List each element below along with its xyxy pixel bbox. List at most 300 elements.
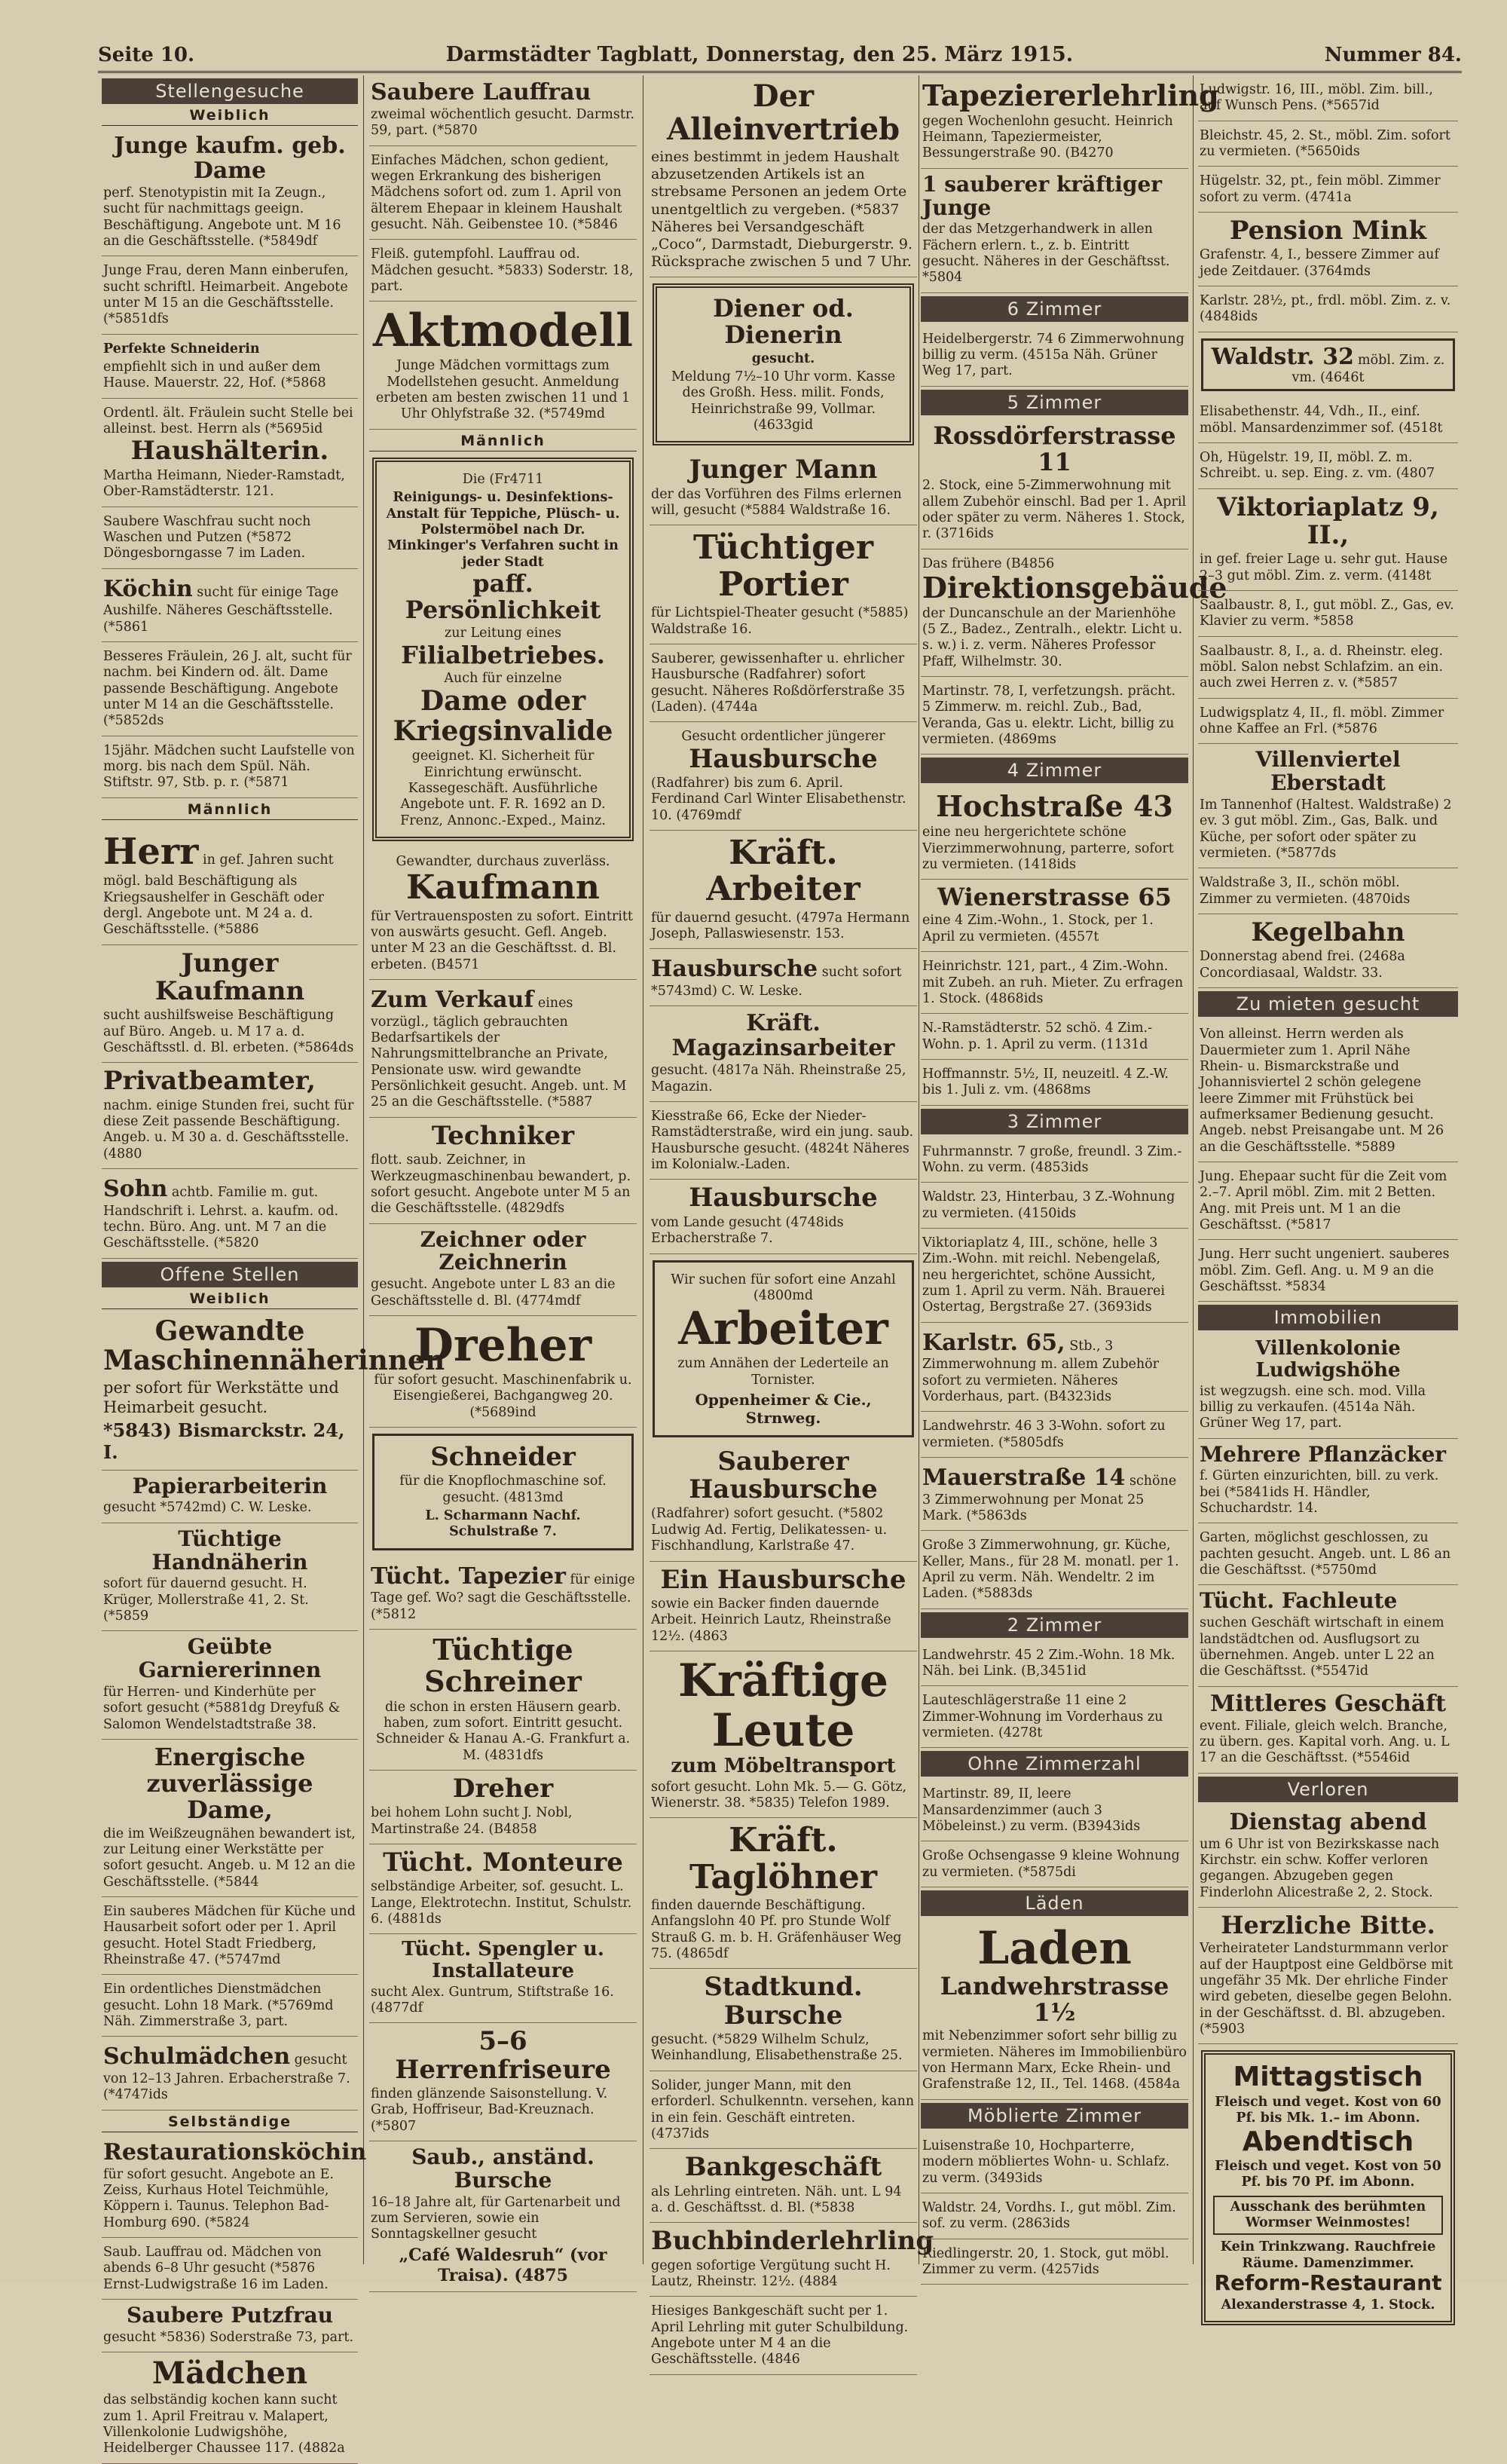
classified-ad (1198, 213, 1458, 286)
ad-text: Riedlingerstr. 20, 1. Stock, gut möbl. Zimmer zu verm. (4257ids (922, 2245, 1169, 2277)
masthead (98, 36, 1462, 73)
ad-text: geeignet. Kl. Sicherheit für Einrichtung erwünscht. Kassegeschäft. Ausführliche Angebote unt. F. R. 1692 an D. Frenz, Annonc.-Exped., Mainz. (400, 748, 606, 828)
ad-text: finden glänzende Saisonstellung. V. Grab, Hoffriseur, Bad-Kreuznach. (*5807 (371, 2086, 608, 2134)
ad-text: Kein Trinkzwang. Rauchfreie Räume. Damenzimmer. (1220, 2239, 1436, 2271)
classified-ad (921, 1780, 1188, 1841)
ad-text: Meldung 7½–10 Uhr vorm. Kasse des Großh. Hess. milit. Fonds, Heinrichstraße 99, Vollmar. (4633gid (671, 369, 896, 433)
classified-ad (1198, 1162, 1458, 1240)
classified-ad (921, 1183, 1188, 1229)
classified-ad (102, 736, 358, 798)
classified-ad (369, 1224, 637, 1316)
ad-headline: Rossdörferstrasse 11 (933, 421, 1176, 477)
ad-headline: Pension Mink (1229, 216, 1427, 246)
classified-ad (369, 75, 637, 146)
ad-headline: Kräft. Arbeiter (706, 833, 860, 909)
classified-ad (369, 301, 637, 429)
classified-ad (102, 2300, 358, 2352)
ad-text: möbl. Zim. z. vm. (4646t (1291, 352, 1445, 385)
ad-headline: Kegelbahn (1251, 917, 1405, 948)
classified-ad (1198, 1908, 1458, 2044)
ad-text: nachm. einige Stunden frei, sucht für diese Zeit passende Beschäftigung. Angeb. u. M 30 a. d. Geschäftsstelle. (4880 (103, 1097, 354, 1162)
ad-text: Ludwigsplatz 4, II., fl. möbl. Zimmer ohne Kaffee an Frl. (*5876 (1200, 705, 1444, 737)
column-rule (363, 75, 365, 2264)
classified-ad (369, 847, 637, 980)
ad-text: um 6 Uhr ist von Bezirkskasse nach Kirchstr. ein schw. Koffer verloren gegangen. Abzugeben gegen Finderlohn Alicestraße 2, 2. Stock. (1200, 1836, 1440, 1900)
classified-ad (650, 2149, 917, 2223)
classified-ad (369, 1316, 637, 1428)
ad-text: sucht aushilfsweise Beschäftigung auf Büro. Angeb. u. M 17 a. d. Geschäftsstl. d. Bl. erbeten. (*5864ds (103, 1008, 354, 1055)
ad-text: Fleisch und veget. Kost von 60 Pf. bis Mk. 1.– im Abonn. (1215, 2094, 1441, 2126)
ad-text: für die Knopflochmaschine sof. gesucht. (4813md (399, 1474, 607, 1505)
display-ad-box (1201, 338, 1455, 391)
ad-headline: Sohn (103, 1176, 168, 1203)
ad-text: Besseres Fräulein, 26 J. alt, sucht für nachm. bei Kindern od. ält. Dame passende Beschäftigung. Angebote unter M 14 an die Geschäftsstelle. (*5852ds (103, 648, 352, 729)
classified-ad (1198, 1439, 1458, 1524)
section-banner: Zu mieten gesucht (1198, 991, 1458, 1017)
ad-headline: Villenviertel Eberstadt (1255, 747, 1401, 796)
classified-ad (102, 507, 358, 569)
ad-text: selbständige Arbeiter, sof. gesucht. L. Lange, Elektrotechn. Institut, Schulstr. 6. (4881ds (371, 1879, 632, 1927)
classified-ad (921, 1919, 1188, 2100)
classified-ad (1198, 443, 1458, 489)
ad-text: sofort für dauernd gesucht. H. Krüger, Mollerstraße 41, 2. St. (*5859 (103, 1576, 309, 1624)
ad-text: mit Nebenzimmer sofort sehr billig zu vermieten. Näheres im Immobilienbüro von Hermann Marx, Ecke Rhein- und Grafenstraße 12, II., Tel. 1468. (4584a (922, 2028, 1187, 2092)
ad-headline: Laden (977, 1922, 1132, 1976)
ad-text: bei hohem Lohn sucht J. Nobl, Martinstraße 24. (B4858 (371, 1805, 573, 1837)
ad-text: (Radfahrer) bis zum 6. April. Ferdinand Carl Winter Elisabethenstr. 10. (4769mdf (651, 775, 906, 823)
classified-ad (1198, 699, 1458, 745)
ad-text: Heidelbergerstr. 74 6 Zimmerwohnung billig zu verm. (4515a Näh. Grüner Weg 17, part. (922, 331, 1185, 379)
classified-ad (1198, 1687, 1458, 1774)
ad-text: Die (Fr4711 (462, 471, 544, 487)
classified-ad (650, 831, 917, 949)
ad-text: suchen Geschäft wirtschaft in einem landstädtchen od. Ausflugsort zu übernehmen. Angeb. unter L 22 an die Geschäftsst. (*5547id (1200, 1615, 1444, 1679)
section-banner: Läden (921, 1890, 1188, 1916)
ad-text: Alexanderstrasse 4, 1. Stock. (1221, 2297, 1435, 2312)
classified-ad (369, 2023, 637, 2141)
ad-text: N.-Ramstädterstr. 52 schö. 4 Zim.-Wohn. p. 1. April zu verm. (1131d (922, 1021, 1153, 1052)
classified-ad (650, 2223, 934, 2297)
ad-text: ist wegzugsh. eine sch. mod. Villa billig zu verkaufen. (4514a Näh. Grüner Weg 17, part. (1200, 1383, 1426, 1431)
classified-ad (650, 722, 917, 831)
ad-headline: Hausbursche (689, 1183, 878, 1214)
classified-ad (1198, 1805, 1458, 1908)
ad-text: für sofort gesucht. Maschinenfabrik u. Eisengießerei, Bachgangweg 20. (*5689ind (374, 1372, 632, 1420)
ad-headline: Hochstraße 43 (936, 789, 1173, 824)
classified-ad (102, 2238, 358, 2300)
classified-ad (921, 169, 1188, 293)
ad-headline: Diener od. Dienerin (713, 294, 854, 350)
classified-ad (921, 2239, 1188, 2285)
ad-headline: Direktionsgebäude (922, 570, 1227, 605)
display-ad-box (372, 1434, 634, 1550)
ad-text: für sofort gesucht. Angebote an E. Zeiss, Kurhaus Hotel Teichmühle, Köppern i. Taunus. Telephon Bad-Homburg 690. (*5824 (103, 2166, 334, 2230)
classified-ad (102, 1169, 358, 1259)
subsection-heading: Weiblich (102, 1290, 358, 1309)
classified-ad (102, 2135, 367, 2238)
ad-text: Saalbaustr. 8, I., a. d. Rheinstr. eleg. möbl. Salon nebst Schlafzim. an ein. auch zwei Herren z. v. (*5857 (1200, 643, 1444, 691)
classified-ad (102, 945, 358, 1064)
classified-ad (1198, 914, 1458, 988)
classified-ad (102, 1063, 358, 1169)
ad-text: für Lichtspiel-Theater gesucht (*5885) Waldstraße 16. (651, 605, 909, 637)
classified-ad (369, 1556, 637, 1630)
subsection-heading: Weiblich (102, 107, 358, 126)
ad-headline: Kräft. Taglöhner (689, 1821, 878, 1896)
ad-headline: zum Möbeltransport (671, 1754, 896, 1777)
ad-headline: Reform-Restaurant (1214, 2270, 1442, 2296)
ad-headline: Tüchtige Handnäherin (151, 1526, 308, 1575)
ad-text: eines bestimmt in jedem Haushalt abzusetzenden Artikels ist an strebsame Personen an jedem Orte unentgeltlich zu vergeben. (*5837 Näheres bei Versandgeschäft „Coco“, Darmstadt, Dieburgerstr. 9. Rücksprache zwischen 5 und 7 Uhr. (651, 148, 913, 271)
ad-text: die schon in ersten Häusern gearb. haben, zum sofort. Eintritt gesucht. Schneider & Hanau A.-G. Frankfurt a. M. (4831dfs (375, 1699, 631, 1763)
ad-text: gesucht *5836) Soderstraße 73, part. (103, 2329, 354, 2345)
classified-ad (921, 1458, 1188, 1531)
ad-headline: Tücht. Spengler u. Installateure (402, 1938, 604, 1982)
ad-text: Heinrichstr. 121, part., 4 Zim.-Wohn. mit Zubeh. an ruh. Mieter. Zu erfragen 1. Stock. (4868ids (922, 959, 1184, 1006)
ad-text: Landwehrstr. 45 2 Zim.-Wohn. 18 Mk. Näh. bei Link. (B,3451id (922, 1647, 1175, 1679)
section-banner: Ohne Zimmerzahl (921, 1751, 1188, 1777)
ad-headline: Dreher (414, 1318, 592, 1372)
classified-ad (1198, 1585, 1458, 1686)
ad-text: Im Tannenhof (Haltest. Waldstraße) 2 ev. 3 gut möbl. Zim., Gas, Balk. und Küche, per sofort oder später zu vermieten. (*5877ds (1200, 797, 1452, 862)
ad-headline: Junge kaufm. geb. Dame (114, 133, 346, 184)
ad-headline: Hausbursche (651, 956, 818, 983)
classified-ad (102, 1897, 358, 1975)
classified-ad (921, 1323, 1188, 1413)
classified-ad (650, 1102, 917, 1180)
ad-text: gesucht. (751, 350, 815, 366)
classified-ad (921, 1531, 1188, 1608)
ad-headline: Perfekte Schneiderin (103, 341, 260, 357)
page-number: Seite 10. (98, 44, 195, 66)
ad-text: Donnerstag abend frei. (2468a Concordiasaal, Waldstr. 33. (1200, 949, 1405, 981)
classified-ad (102, 642, 358, 736)
display-ad-box (653, 1260, 914, 1437)
ad-headline: Waldstr. 32 (1211, 343, 1354, 370)
ad-text: „Café Waldesruh“ (vor Traisa). (4875 (399, 2245, 607, 2285)
ad-headline: Junger Kaufmann (154, 947, 305, 1006)
ad-headline: Tücht. Tapezier (371, 1563, 566, 1590)
ad-text: eines vorzügl., täglich gebrauchten Bedarfsartikels der Nahrungsmittelbranche an Private, Pensionate usw. wird gewandte Persönlichkeit gesucht. Angeb. unt. M 25 an die Geschäftsstelle. (*5887 (371, 996, 627, 1110)
ad-text: Gesucht ordentlicher jüngerer (681, 729, 885, 745)
classified-ad (102, 823, 358, 945)
classified-ad (650, 644, 917, 722)
classified-ad (1198, 167, 1458, 213)
ad-text: für dauernd gesucht. (4797a Hermann Joseph, Pallaswiesenstr. 153. (651, 910, 910, 942)
ad-text: in gef. freier Lage u. sehr gut. Hause 2–3 gut möbl. Zim. z. verm. (4148t (1200, 552, 1448, 583)
classified-ad (921, 549, 1227, 678)
classified-ad (921, 75, 1219, 169)
ad-headline: Sauberer Hausbursche (689, 1446, 878, 1505)
ad-text: finden dauernde Beschäftigung. Anfangslohn 40 Pf. pro Stunde Wolf Strauß G. m. b. H. Gräfenhäuser Weg 75. (4865df (651, 1897, 902, 1962)
classified-ad (102, 1312, 445, 1471)
ad-text: Große Ochsengasse 9 kleine Wohnung zu vermieten. (*5875di (922, 1848, 1180, 1880)
ad-headline: Geübte Garniererinnen (138, 1634, 322, 1683)
ad-text: Waldstr. 23, Hinterbau, 3 Z.-Wohnung zu vermieten. (4150ids (922, 1189, 1175, 1221)
ad-text: Junge Mädchen vormittags zum Modellstehen gesucht. Anmeldung erbeten am besten zwischen 11 und 1 Uhr Ohlyfstraße 32. (*5749md (375, 358, 631, 422)
ad-text: Oppenheimer & Cie., Strnweg. (695, 1390, 872, 1428)
section-banner: 5 Zimmer (921, 390, 1188, 415)
classified-ad (1198, 1240, 1458, 1302)
classified-ad (650, 1562, 917, 1651)
section-banner: 4 Zimmer (921, 758, 1188, 783)
ad-text: sowie ein Backer finden dauernde Arbeit. Heinrich Lautz, Rheinstraße 12½. (4863 (651, 1596, 891, 1644)
ad-text: gegen sofortige Vergütung sucht H. Lautz, Rheinstr. 12½. (4884 (651, 2257, 891, 2290)
ad-text: Ein sauberes Mädchen für Küche und Hausarbeit sofort oder per 1. April gesucht. Hotel Stadt Friedberg, Rheinstraße 47. (*5747md (103, 1904, 356, 1968)
classified-ad (650, 1818, 917, 1969)
ad-text: Grafenstr. 4, I., bessere Zimmer auf jede Zeitdauer. (3764mds (1200, 247, 1439, 279)
ad-headline: Buchbinderlehrling (651, 2226, 934, 2257)
ad-text: der Duncanschule an der Marienhöhe (5 Z., Badez., Zentralh., elektr. Licht u. s. w.) i. z. verm. Näheres Professor Pfaff, Wilhelmstr. 30. (922, 605, 1183, 669)
ad-text: Verheirateter Landsturmmann verlor auf der Hauptpost eine Geldbörse mit ungefähr 35 Mk. Der ehrliche Finder wird gebeten, dieselbe gegen Belohn. in der Geschäftsst. d. Bl. abzugeben. (*5903 (1200, 1941, 1454, 2037)
ad-text: Saubere Waschfrau sucht noch Waschen und Putzen (*5872 Döngesborngasse 7 im Laden. (103, 513, 311, 562)
ad-headline: Arbeiter (678, 1302, 888, 1356)
ad-headline: Wienerstrasse 65 (937, 883, 1172, 912)
classified-ad (650, 2297, 917, 2374)
ad-text: Reinigungs- u. Desinfektions-Anstalt für Teppiche, Plüsch- u. Polstermöbel nach Dr. Minkinger's Verfahren sucht in jeder Stadt (386, 490, 620, 570)
section-banner: Immobilien (1198, 1305, 1458, 1330)
ad-text: sucht für einige Tage Aushilfe. Näheres Geschäftsstelle. (*5861 (103, 584, 339, 635)
ad-text: Kiesstraße 66, Ecke der Nieder-Ramstädterstraße, wird ein jung. saub. Hausbursche gesucht. (4824t Näheres im Kolonialw.-Laden. (651, 1109, 914, 1173)
classified-ad (650, 75, 917, 277)
ad-text: event. Filiale, gleich welch. Branche, zu übern. ges. Kapital vorh. Ang. u. L 17 an die Geschäftsst. (*5546id (1200, 1718, 1450, 1766)
classified-ad (921, 1686, 1188, 1748)
ad-text: Große 3 Zimmerwohnung, gr. Küche, Keller, Mans., für 28 M. monatl. per 1. April zu verm. Näh. Wendeltr. 2 im Laden. (*5883ds (922, 1538, 1179, 1602)
ad-text: eine neu hergerichtete schöne Vierzimmerwohnung, parterre, sofort zu vermieten. (1418ids (922, 825, 1174, 872)
ad-text: Viktoriaplatz 4, III., schöne, helle 3 Zim.-Wohn. mit reichl. Nebengelaß, neu hergerichtet, schöne Aussicht, zum 1. April zu verm. Näh. Brauerei Ostertag, Bergstraße 27. (3693ids (922, 1235, 1165, 1315)
ad-headline: Aktmodell (372, 305, 634, 358)
ad-text: gesucht. (*5829 Wilhelm Schulz, Weinhandlung, Elisabethenstraße 25. (651, 2032, 903, 2064)
classified-ad (921, 325, 1188, 387)
classified-ad (921, 1412, 1188, 1458)
classified-ad (1198, 286, 1458, 332)
ad-headline: Köchin (103, 575, 193, 602)
ad-text: achtb. Familie m. gut. Handschrift i. Lehrst. a. kaufm. od. techn. Büro. Ang. unt. M 7 an die Geschäftsstelle. (*5820 (103, 1185, 339, 1251)
ad-headline: Mittagstisch (1233, 2061, 1423, 2093)
ad-text: Landwehrstr. 46 3 3-Wohn. sofort zu vermieten. (*5805dfs (922, 1419, 1166, 1450)
classified-ad (921, 2193, 1188, 2239)
ad-text: gesucht *5742md) C. W. Leske. (103, 1500, 312, 1516)
classified-ad (369, 1844, 637, 1934)
ad-headline: Schneider (430, 1441, 576, 1472)
section-banner: 3 Zimmer (921, 1109, 1188, 1134)
classified-ad (650, 949, 917, 1006)
ad-headline: Hausbursche (689, 743, 878, 774)
ad-text: Wir suchen für sofort eine Anzahl (4800md (671, 1272, 896, 1303)
classified-ad (369, 1118, 637, 1224)
ad-headline: Saubere Putzfrau (127, 2303, 333, 2328)
ad-headline: Landwehrstrasse 1½ (940, 1972, 1169, 2028)
subsection-heading: Männlich (369, 433, 637, 451)
ad-text: Fleisch und veget. Kost von 50 Pf. bis 70 Pf. im Abonn. (1215, 2159, 1441, 2190)
ad-text: flott. saub. Zeichner, in Werkzeugmaschinenbau bewandert, p. sofort gesucht. Angebote unter M 5 an die Geschäftsstelle. (4829dfs (371, 1152, 631, 1217)
classified-ad (1198, 744, 1458, 868)
ad-headline: Schulmädchen (103, 2043, 291, 2071)
ad-headline: Restaurationsköchin (103, 2138, 367, 2166)
ad-headline: Dame oder Kriegsinvalide (393, 685, 613, 747)
ad-text: perf. Stenotypistin mit Ia Zeugn., sucht für nachmittags geeign. Beschäftigung. Angebote unt. M 16 an die Geschäftsstelle. (*5849df (103, 185, 341, 249)
ad-text: gesucht. Angebote unter L 83 an die Geschäftsstelle d. Bl. (4774mdf (371, 1277, 616, 1309)
ad-text: Garten, möglichst geschlossen, zu pachten gesucht. Angeb. unt. L 86 an die Geschäftsst. (*5750md (1200, 1530, 1451, 1578)
ad-text: das selbständig kochen kann sucht zum 1. April Freitrau v. Malapert, Villenkolonie Ludwigshöhe, Heidelberger Chaussee 117. (4882a (103, 2392, 345, 2456)
ad-text: Hügelstr. 32, pt., fein möbl. Zimmer sofort zu verm. (4741a (1200, 173, 1441, 205)
classified-ad (650, 451, 917, 525)
ad-headline: Saubere Lauffrau (371, 79, 591, 106)
ad-text: der das Vorführen des Films erlernen will, gesucht (*5884 Waldstraße 16. (651, 486, 902, 519)
ad-text: Luisenstraße 10, Hochparterre, modern möbliertes Wohn- u. Schlafz. zu verm. (3493ids (922, 2138, 1170, 2186)
ad-headline: Herr (103, 830, 199, 873)
column-3 (650, 75, 934, 2368)
classified-ad (102, 569, 358, 642)
classified-ad (102, 1631, 358, 1740)
ad-headline: Tüchtige Schreiner (424, 1632, 582, 1698)
classified-ad (650, 1180, 917, 1253)
ad-headline: 5–6 Herrenfriseure (395, 2026, 611, 2085)
ad-headline: Herzliche Bitte. (1221, 1910, 1435, 1939)
classified-ad (921, 2132, 1188, 2193)
ad-headline: Techniker (431, 1120, 575, 1151)
classified-ad (1198, 489, 1458, 591)
ad-text: Hiesiges Bankgeschäft sucht per 1. April Lehrling mit guter Schulbildung. Angebote unter M 4 an die Geschäftsstelle. (4846 (651, 2303, 909, 2368)
ad-text: *5843) Bismarckstr. 24, I. (103, 1419, 345, 1464)
ad-headline: Junger Mann (689, 455, 878, 485)
ad-text: zweimal wöchentlich gesucht. Darmstr. 59, part. (*5870 (371, 107, 634, 139)
ad-text: der das Metzgerhandwerk in allen Fächern erlern. t., z. b. Eintritt gesucht. Näheres in der Geschäftsst. *5804 (922, 222, 1170, 286)
classified-ad (1198, 591, 1458, 637)
ad-text: Ludwigstr. 16, III., möbl. Zim. bill., auf Wunsch Pens. (*5657id (1200, 82, 1433, 114)
ad-text: für Herren- und Kinderhüte per sofort gesucht (*5881dg Dreyfuß & Salomon Wendelstadtstraße 38. (103, 1685, 341, 1732)
classified-ad (650, 1651, 917, 1818)
classified-ad (921, 1014, 1188, 1060)
classified-ad (1198, 637, 1458, 699)
ad-text: Ausschank des berühmten Wormser Weinmostes! (1213, 2196, 1443, 2236)
section-banner: 6 Zimmer (921, 296, 1188, 322)
classified-ad (650, 1006, 917, 1102)
ad-headline: Mädchen (151, 2355, 308, 2392)
classified-ad (369, 1771, 637, 1844)
ad-headline: Abendtisch (1242, 2126, 1414, 2157)
ad-headline: Der Alleinvertrieb (666, 78, 900, 147)
classified-ad (102, 1523, 358, 1632)
ad-text: Solider, junger Mann, mit den erforderl. Schulkenntn. versehen, kann in ein fein. Geschäft eintreten. (4737ids (651, 2077, 915, 2141)
ad-headline: Tapeziererlehrling (922, 78, 1219, 112)
ad-headline: Viktoriaplatz 9, II., (1217, 491, 1439, 550)
classified-ad (102, 256, 358, 334)
ad-text: 16–18 Jahre alt, für Gartenarbeit und zum Servieren, sowie ein Sonntagskellner gesucht (371, 2194, 621, 2242)
ad-headline: Tücht. Fachleute (1200, 1588, 1398, 1614)
ad-headline: Mittleres Geschäft (1210, 1690, 1446, 1717)
ad-text: empfiehlt sich in und außer dem Hause. Mauerstr. 22, Hof. (*5868 (103, 360, 326, 391)
display-ad-box (653, 283, 914, 445)
display-ad-box (1201, 2050, 1455, 2325)
section-banner: Stellengesuche (102, 78, 358, 104)
ad-text: Von alleinst. Herrn werden als Dauermieter zum 1. April Nähe Rhein- u. Bismarckstraße und Johannisviertel 2 schön gelegene leere Zimmer mit Frühstück bei aufmerksamer Bedienung gesucht. Angeb. nebst Preisangabe unt. M 26 an die Geschäftsstelle. *5889 (1200, 1027, 1444, 1155)
ad-headline: Ein Hausbursche (660, 1564, 906, 1595)
classified-ad (921, 1137, 1188, 1183)
ad-text: Jung. Ehepaar sucht für die Zeit vom 2.–7. April möbl. Zim. mit 2 Betten. Ang. mit Preis unt. M 1 an die Geschäftsst. (*5817 (1200, 1168, 1447, 1232)
classified-ad (921, 418, 1188, 549)
classified-ad (369, 2141, 637, 2292)
column-rule (1193, 75, 1194, 2264)
ad-text: Lauteschlägerstraße 11 eine 2 Zimmer-Wohnung im Vorderhaus zu vermieten. (4278t (922, 1693, 1163, 1741)
classified-ad (102, 2037, 358, 2110)
ad-text: Waldstr. 24, Vordhs. I., gut möbl. Zim. sof. zu verm. (2863ids (922, 2199, 1176, 2232)
ad-headline: Mehrere Pflanzäcker (1200, 1441, 1447, 1467)
ad-headline: Zum Verkauf (371, 987, 534, 1014)
ad-text: die im Weißzeugnähen bewandert ist, zur Leitung einer Werkstätte per sofort gesucht. Angeb. u. M 12 an die Geschäftsstelle. (*5844 (103, 1826, 356, 1890)
ad-text: Waldstraße 3, II., schön möbl. Zimmer zu vermieten. (4870ids (1200, 875, 1411, 907)
ad-headline: Kaufmann (406, 868, 600, 908)
classified-ad (650, 525, 917, 644)
ad-text: Elisabethenstr. 44, Vdh., II., einf. möbl. Mansardenzimmer sof. (4518t (1200, 404, 1443, 436)
column-rule (919, 75, 920, 2264)
column-4 (921, 75, 1227, 2277)
ad-headline: Bankgeschäft (684, 2152, 882, 2183)
ad-headline: Kräft. Magazinsarbeiter (671, 1010, 895, 1062)
classified-ad (650, 1969, 917, 2071)
classified-ad (369, 980, 637, 1118)
ad-text: Fuhrmannstr. 7 große, freundl. 3 Zim.-Wohn. zu verm. (4853ids (922, 1143, 1182, 1175)
classified-ad (102, 399, 358, 507)
ad-text: Das frühere (B4856 (922, 556, 1055, 571)
classified-ad (1198, 397, 1458, 443)
ad-text: sucht sofort *5743md) C. W. Leske. (651, 965, 902, 999)
ad-text: Ordentl. ält. Fräulein sucht Stelle bei alleinst. best. Herrn als (*5695id (103, 405, 353, 437)
column-2 (369, 75, 637, 2285)
ad-text: Sauberer, gewissenhafter u. ehrlicher Hausbursche (Radfahrer) sofort gesucht. Näheres Roßdörferstraße 35 (Laden). (4744a (651, 650, 906, 715)
classified-ad (1198, 1333, 1458, 1438)
ad-text: 2. Stock, eine 5-Zimmerwohnung mit allem Zubehör einschl. Bad per 1. April oder später zu verm. Näheres 1. Stock, r. (3716ids (922, 478, 1187, 542)
ad-text: als Lehrling eintreten. Näh. unt. L 94 a. d. Geschäftsst. d. Bl. (*5838 (651, 2184, 902, 2215)
classified-ad (369, 240, 637, 301)
ad-headline: Papierarbeiterin (132, 1473, 328, 1498)
classified-ad (102, 1975, 358, 2037)
display-ad-box (372, 458, 634, 841)
ad-text: Bleichstr. 45, 2. St., möbl. Zim. sofort zu vermieten. (*5650ids (1200, 127, 1450, 160)
ad-headline: Haushälterin. (130, 436, 329, 467)
ad-text: für Vertrauensposten zu sofort. Eintritt von auswärts gesucht. Gefl. Angeb. unter M 23 an die Geschäftsst. d. Bl. erbeten. (B4571 (371, 908, 633, 972)
ad-headline: Villenkolonie Ludwigshöhe (1255, 1337, 1401, 1382)
ad-text: eine 4 Zim.-Wohn., 1. Stock, per 1. April zu vermieten. (4557t (922, 913, 1154, 944)
subsection-heading: Selbständige (102, 2114, 358, 2132)
issue-number: Nummer 84. (1324, 44, 1462, 66)
ad-headline: Gewandte Maschinennäherinnen (103, 1315, 445, 1377)
classified-ad (102, 1471, 358, 1523)
ad-text: Saub. Lauffrau od. Mädchen von abends 6–8 Uhr gesucht (*5876 Ernst-Ludwigstraße 16 im Laden. (103, 2245, 329, 2292)
ad-text: zur Leitung eines (445, 626, 561, 641)
classified-ad (921, 1229, 1188, 1323)
classified-ad (1198, 1020, 1458, 1162)
classified-ad (102, 2352, 358, 2463)
ad-text: Saalbaustr. 8, I., gut möbl. Z., Gas, ev. Klavier zu verm. *5858 (1200, 598, 1454, 629)
ad-headline: Dreher (452, 1773, 554, 1804)
ad-text: Gewandter, durchaus zuverläss. (396, 854, 610, 870)
classified-ad (650, 2071, 917, 2149)
subsection-heading: Männlich (102, 801, 358, 820)
classified-ad (369, 1630, 637, 1771)
ad-text: Einfaches Mädchen, schon gedient, wegen Erkrankung des bisherigen Mädchens sofort od. zum 1. April von älterem Ehepaar in kleinem Haushalt gesucht. Näh. Geibenstee 10. (*5846 (371, 152, 622, 233)
ad-headline: paff. Persönlichkeit (405, 568, 601, 625)
classified-ad (921, 1060, 1188, 1106)
ad-text: Junge Frau, deren Mann einberufen, sucht schriftl. Heimarbeit. Angebote unter M 15 an die Geschäftsstelle. (*5851dfs (103, 263, 349, 327)
ad-headline: Energische zuverlässige Dame, (146, 1743, 313, 1825)
classified-ad (921, 786, 1188, 880)
classified-ad (1198, 868, 1458, 914)
ad-text: sofort gesucht. Lohn Mk. 5.— G. Götz, Wienerstr. 38. *5835) Telefon 1989. (651, 1779, 907, 1811)
ad-headline: Karlstr. 65, (922, 1329, 1065, 1356)
classified-ad (102, 1740, 358, 1897)
ad-headline: Saub., anständ. Bursche (411, 2144, 595, 2193)
